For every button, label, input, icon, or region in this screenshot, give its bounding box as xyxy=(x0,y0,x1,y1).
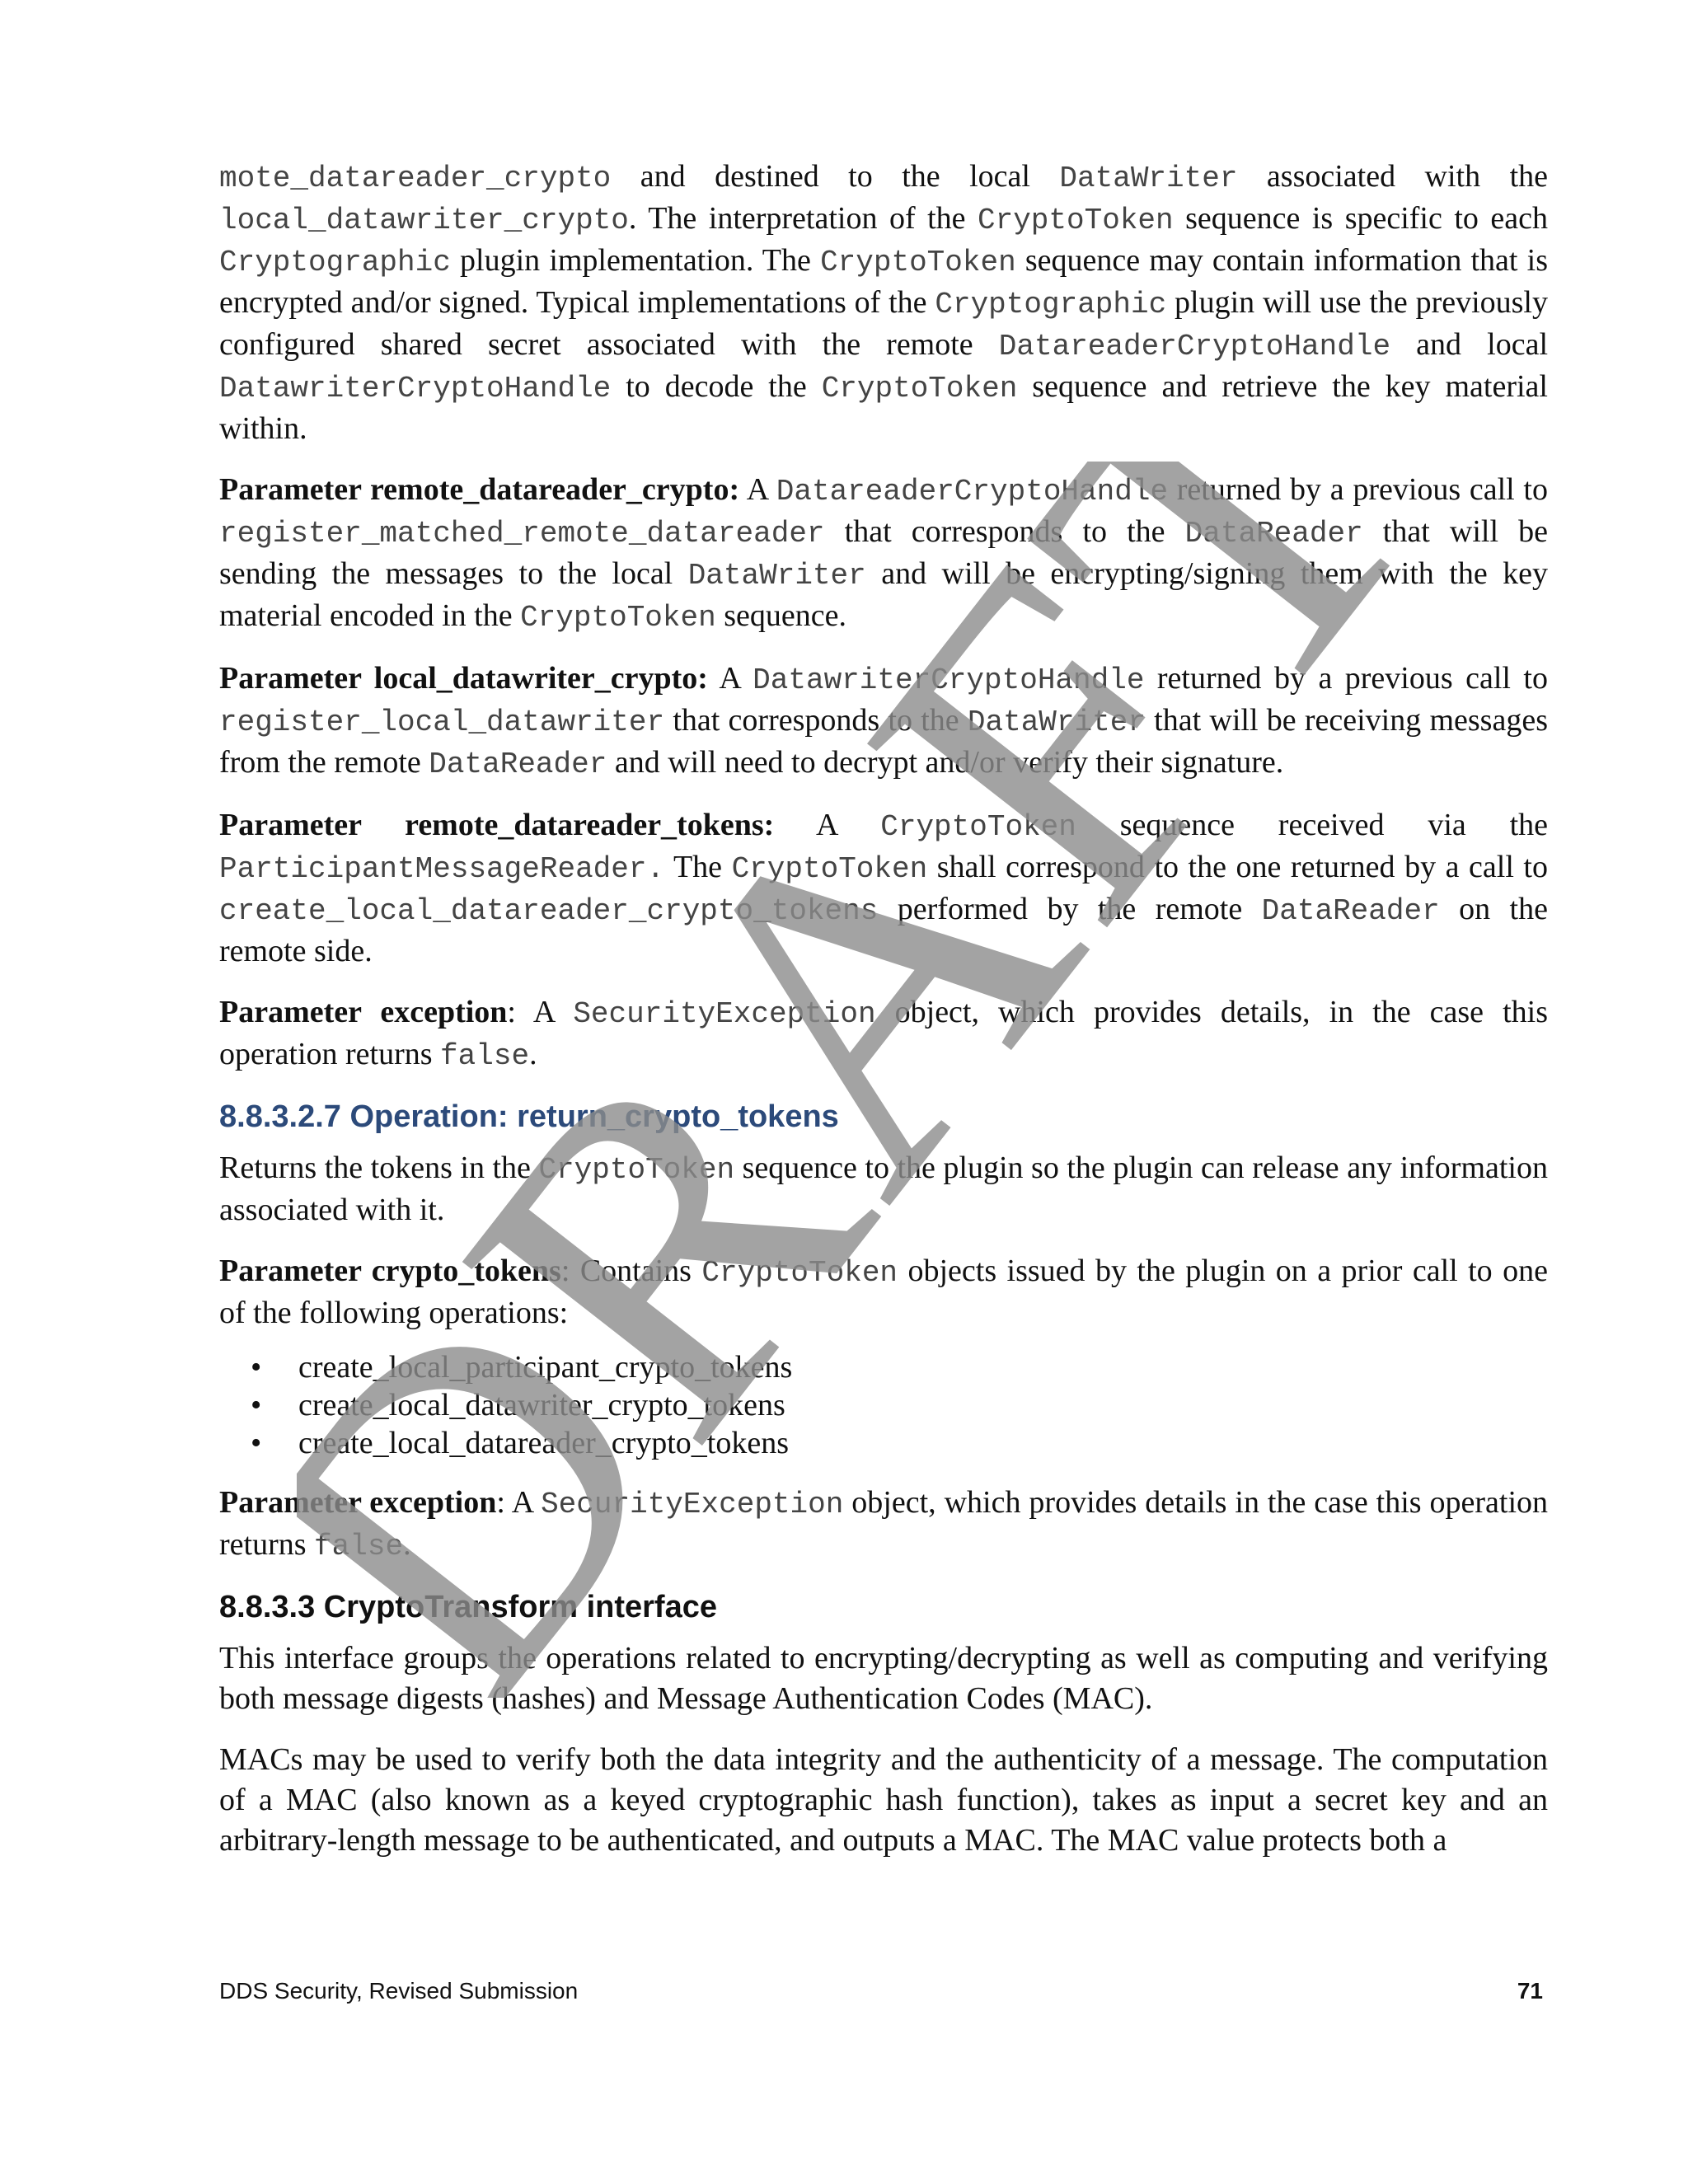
text-run: : A xyxy=(496,1485,542,1520)
text-run: on the remote side. xyxy=(219,892,1548,968)
text-run: Returns the tokens in the xyxy=(219,1151,539,1185)
page-body xyxy=(219,157,1548,1882)
parameter-label: Parameter remote_datareader_crypto: xyxy=(219,472,740,507)
code-term: DataReader xyxy=(1184,517,1363,551)
text-run: sequence to the plugin so the plugin can release any information associated with it. xyxy=(219,1151,1548,1227)
text-run: returned by a previous call to xyxy=(1144,661,1548,696)
watermark-text: DRAFT xyxy=(297,462,1518,1698)
code-term: DataWriter xyxy=(967,705,1146,739)
code-term: ParticipantMessageReader. xyxy=(219,852,665,886)
code-term: DatawriterCryptoHandle xyxy=(219,372,612,405)
text-run: A xyxy=(707,661,753,696)
code-term: CryptoToken xyxy=(538,1153,735,1187)
code-term: false xyxy=(314,1530,404,1563)
code-term: CryptoToken xyxy=(520,601,716,635)
list-item: • create_local_datawriter_crypto_tokens xyxy=(244,1386,1548,1424)
text-run: . xyxy=(403,1527,411,1562)
list-item: • create_local_datareader_crypto_tokens xyxy=(244,1424,1548,1462)
code-term: register_local_datawriter xyxy=(219,705,665,739)
text-run: that corresponds to the xyxy=(824,514,1185,549)
text-run: A xyxy=(739,472,776,507)
text-run: The xyxy=(664,850,732,884)
code-term: DatareaderCryptoHandle xyxy=(776,475,1169,509)
text-run: A xyxy=(774,808,881,842)
code-term: DataWriter xyxy=(687,559,866,593)
section-heading-cryptotransform: 8.8.3.3 CryptoTransform interface xyxy=(219,1590,717,1624)
code-term: DatareaderCryptoHandle xyxy=(998,330,1391,363)
code-term: register_matched_remote_datareader xyxy=(219,517,825,551)
text-run: that corresponds to the xyxy=(664,703,968,738)
code-term: CryptoToken xyxy=(880,810,1076,844)
text-run: plugin implementation. The xyxy=(450,243,821,278)
text-run: : A xyxy=(507,995,574,1029)
code-term: DataReader xyxy=(1261,894,1440,928)
code-term: CryptoToken xyxy=(821,372,1018,405)
parameter-crypto-tokens xyxy=(219,1251,1548,1333)
code-term: false xyxy=(440,1039,530,1073)
code-term: DataWriter xyxy=(1059,162,1238,195)
parameter-label: Parameter remote_datareader_tokens: xyxy=(219,808,775,842)
text-run: . xyxy=(529,1037,537,1071)
text-run: sequence is specific to each xyxy=(1173,201,1548,236)
text-run: that will be receiving messages from the remote xyxy=(219,703,1548,780)
text-run: returned by a previous call to xyxy=(1168,472,1548,507)
parameter-remote-datareader-tokens xyxy=(219,805,1548,972)
paragraph-interface-description: This interface groups the operations related to encrypting/decrypting as well as computing and verifying both message digests (hashes) and Message Authentication Codes (MAC). xyxy=(219,1641,1548,1716)
parameter-label: Parameter exception xyxy=(219,1485,497,1520)
text-run: associated with the xyxy=(1237,159,1548,194)
parameter-exception-2 xyxy=(219,1483,1548,1567)
parameter-exception-1 xyxy=(219,992,1548,1076)
code-term: mote_datareader_crypto xyxy=(219,162,612,195)
section-heading-return-crypto-tokens: 8.8.3.2.7 Operation: return_crypto_tokens xyxy=(219,1099,839,1134)
code-term: CryptoToken xyxy=(701,1256,898,1290)
code-term: CryptoToken xyxy=(731,852,928,886)
code-term: SecurityException xyxy=(541,1488,844,1521)
text-run: sequence and retrieve the key material within. xyxy=(219,369,1548,446)
text-run: sequence. xyxy=(715,598,846,633)
text-run: to decode the xyxy=(611,369,822,404)
footer-page-number: 71 xyxy=(1517,1978,1543,2004)
text-run: shall correspond to the one returned by a call to xyxy=(927,850,1548,884)
text-run: object, which provides details in the case this operation returns xyxy=(219,1485,1549,1562)
code-term: Cryptographic xyxy=(935,288,1167,321)
text-run: and local xyxy=(1390,327,1548,362)
code-term: CryptoToken xyxy=(978,204,1174,237)
parameter-remote-datareader-crypto xyxy=(219,470,1548,638)
text-run: performed by the remote xyxy=(878,892,1262,926)
parameter-label: Parameter exception xyxy=(219,995,508,1029)
operations-list xyxy=(219,1348,1548,1462)
paragraph-crypto-token-interpretation xyxy=(219,157,1548,449)
code-term: DatawriterCryptoHandle xyxy=(753,663,1145,697)
text-run: objects issued by the plugin on a prior call to one of the following operations: xyxy=(219,1254,1548,1330)
parameter-label: Parameter local_datawriter_crypto: xyxy=(219,661,708,696)
parameter-local-datawriter-crypto xyxy=(219,658,1548,785)
parameter-label: Parameter crypto_tokens xyxy=(219,1254,561,1288)
text-run: and destined to the local xyxy=(611,159,1060,194)
code-term: Cryptographic xyxy=(219,246,451,279)
text-run: : Contains xyxy=(560,1254,702,1288)
code-term: create_local_datareader_crypto_tokens xyxy=(219,894,879,928)
code-term: SecurityException xyxy=(573,997,876,1031)
text-run: and will be encrypting/signing them with the key material encoded in the xyxy=(219,556,1548,633)
paragraph-mac-description: MACs may be used to verify both the data integrity and the authenticity of a message. The computation of a MAC (also known as a keyed cryptographic hash function), takes as input a secret key and an arbitrary-length message to be authenticated, and outputs a MAC. The MAC value protects both a xyxy=(219,1742,1548,1858)
text-run: . The interpretation of the xyxy=(628,201,978,236)
footer-document-title: DDS Security, Revised Submission xyxy=(219,1978,579,2004)
text-run: sequence received via the xyxy=(1076,808,1549,842)
text-run: object, which provides details, in the case this operation returns xyxy=(219,995,1548,1071)
code-term: DataReader xyxy=(429,748,607,781)
paragraph-return-tokens xyxy=(219,1148,1548,1230)
text-run: sequence may contain information that is encrypted and/or signed. Typical implementations of the xyxy=(219,243,1548,320)
text-run: that will be sending the messages to the local xyxy=(219,514,1548,591)
text-run: plugin will use the previously configured shared secret associated with the remote xyxy=(219,285,1548,362)
text-run: and will need to decrypt and/or verify their signature. xyxy=(607,745,1284,780)
code-term: local_datawriter_crypto xyxy=(219,204,629,237)
list-item: • create_local_participant_crypto_tokens xyxy=(244,1348,1548,1386)
code-term: CryptoToken xyxy=(820,246,1016,279)
